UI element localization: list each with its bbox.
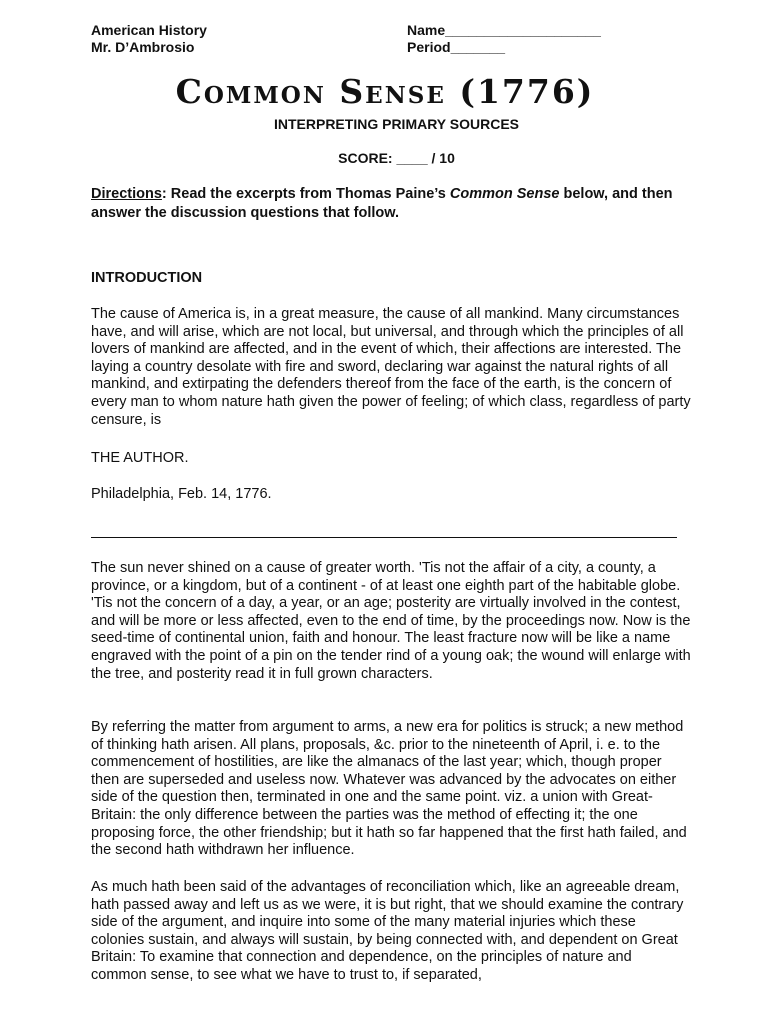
header-right [407,22,601,56]
body-paragraph-2: By referring the matter from argument to arms, a new era for politics is struck; a new method of thinking hath arisen. All plans, proposals, &c. prior to the nineteenth of April, i. e. to the commencement of hostilities, are like the almanacs of the last year; which, though proper then are superseded and useless now. Whatever was advanced by the advocates on either side of the question then, terminated in one and the same point. viz. a union with Great-Britain: the only difference between the parties was the method of effecting it; the one proposing force, the other friendship; but it hath so far happened that the first hath failed, and the second hath withdrawn her influence. [91,719,687,859]
author-signature: THE AUTHOR. [91,450,189,466]
section-divider [91,537,677,538]
teacher-name: Mr. D’Ambrosio [91,39,195,55]
directions-text-after: below, and then answer the discussion questions that follow. [91,186,673,221]
header-left [91,22,207,56]
document-title: Common Sense (1776) [175,72,595,111]
directions-label: Directions [91,186,162,202]
introduction-heading: INTRODUCTION [91,270,203,286]
directions [91,185,711,223]
body-paragraph-1: The sun never shined on a cause of greater worth. 'Tis not the affair of a city, a county, a province, or a kingdom, but of a continent - of at least one eighth part of the habitable globe. 'Tis not the concern of a day, a year, or an age; posterity are virtually involved in the contest, and will be more or less affected, even to the end of time, by the proceedings now. Now is the seed-time of continental union, faith and honour. The least fracture now will be like a name engraved with the point of a pin on the tender rind of a young oak; the wound will enlarge with the tree, and posterity read it in full grown characters. [91,560,691,682]
course-name: American History [91,22,207,38]
directions-text-before: : Read the excerpts from Thomas Paine’s [161,186,450,202]
document-subtitle: INTERPRETING PRIMARY SOURCES [273,116,520,132]
introduction-paragraph: The cause of America is, in a great measure, the cause of all mankind. Many circumstances have, and will arise, which are not local, but universal, and through which the principles of all lovers of mankind are affected, and in the event of which, their affections are interested. The laying a country desolate with fire and sword, declaring war against the natural rights of all mankind, and extirpating the defenders thereof from the face of the earth, is the concern of every man to whom nature hath given the power of feeling; of which class, regardless of party censure, is [91,306,691,428]
body-paragraph-3: As much hath been said of the advantages of reconciliation which, like an agreeable dream, hath passed away and left us as we were, it is but right, that we should examine the contrary side of the argument, and inquire into some of the many material injuries which these colonies sustain, and always will sustain, by being connected with, and dependent on Great Britain: To examine that connection and dependence, on the principles of nature and common sense, to see what we have to trust to, if separated, [91,879,684,983]
name-field[interactable]: Name____________________ [407,22,601,38]
period-field[interactable]: Period_______ [407,39,506,55]
place-date: Philadelphia, Feb. 14, 1776. [91,486,272,502]
score-line: SCORE: ____ / 10 [338,150,455,166]
work-title: Common Sense [449,186,560,202]
